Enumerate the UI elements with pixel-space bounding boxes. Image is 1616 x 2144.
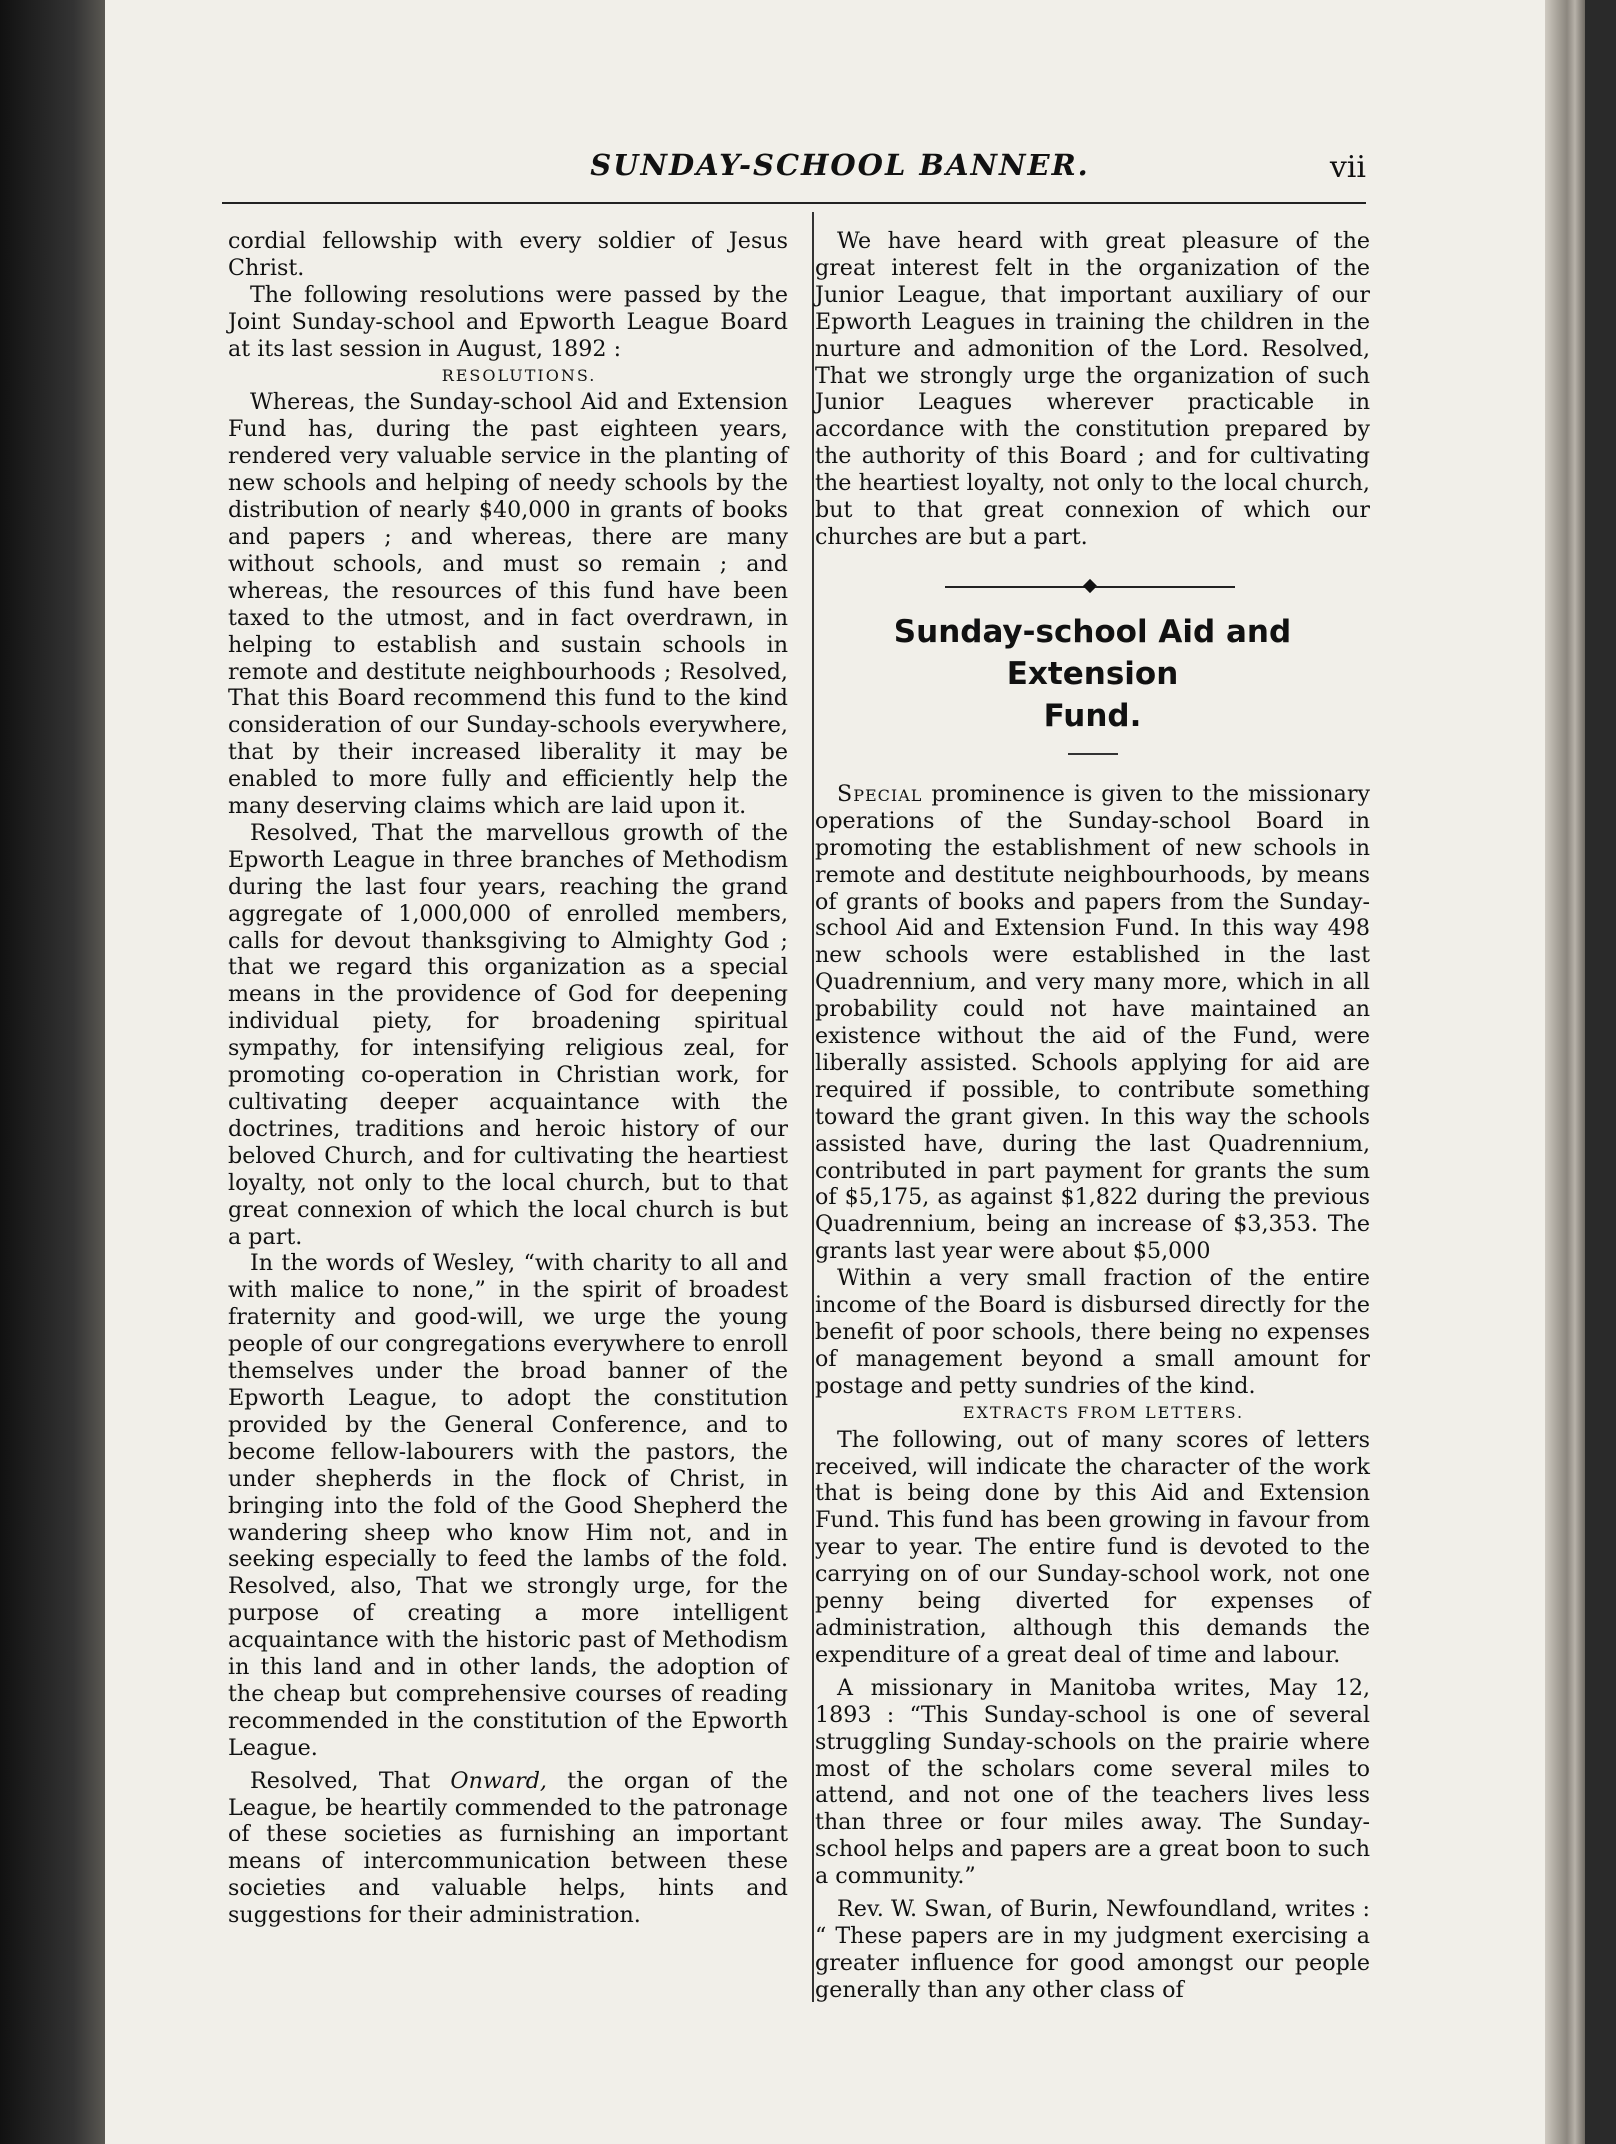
ornament-divider — [815, 573, 1370, 599]
right-column — [815, 228, 1370, 2004]
paragraph: In the words of Wesley, “with charity to all and with malice to none,” in the spirit of broadest fraternity and good-will, we urge the young people of our congregations everywhere to enroll themselves under the broad banner of the Epworth League, to adopt the constitution provided by the General Conference, and to become fellow-labourers with the pastors, the under shepherds in the flock of Christ, in bringing into the fold of the Good Shepherd the wandering sheep who know Him not, and in seeking especially to feed the lambs of the fold. Resolved, also, That we strongly urge, for the purpose of creating a more intelligent acquaintance with the historic past of Methodism in this land and in other lands, the adoption of the cheap but comprehensive courses of reading recommended in the constitution of the Epworth League. — [228, 1250, 788, 1761]
paragraph — [228, 1768, 788, 1929]
paragraph: We have heard with great pleasure of the great interest felt in the organization of the Junior League, that important auxiliary of our Epworth Leagues in training the children in the nurture and admonition of the Lord. Resolved, That we strongly urge the organization of such Junior Leagues wherever practicable in accordance with the constitution prepared by the authority of this Board ; and for cultivating the heartiest loyalty, not only to the local church, but to that great connexion of which our churches are but a part. — [815, 228, 1370, 550]
page-number: vii — [1329, 150, 1366, 185]
paragraph: Resolved, That the marvellous growth of the Epworth League in three branches of Methodism during the last four years, reaching the grand aggregate of 1,000,000 of enrolled members, calls for devout thanksgiving to Almighty God ; that we regard this organization as a special means in the providence of God for deepening individual piety, for broadening spiritual sympathy, for intensifying religious zeal, for promoting co-operation in Christian work, for cultivating deeper acquaintance with the doctrines, traditions and heroic history of our beloved Church, and for cultivating the heartiest loyalty, not only to the local church, but to that great connexion of which the local church is but a part. — [228, 819, 788, 1250]
text-run: prominence is given to the missionary operations of the Sunday-school Board in promoting the establishment of new schools in remote and destitute neighbourhoods, by means of grants of books and papers from the Sunday-school Aid and Extension Fund. In this way 498 new schools were established in the last Quadrennium, and very many more, which in all probability could not have maintained an existence without the aid of the Fund, were liberally assisted. Schools applying for aid are required if possible, to contribute something toward the grant given. In this way the schools assisted have, during the last Quadrennium, contributed in part payment for grants the sum of $5,175, as against $1,822 during the previous Quadrennium, being an increase of $3,353. The grants last year were about $5,000 — [815, 780, 1370, 1265]
paragraph — [815, 781, 1370, 1265]
book-spine-shadow — [0, 0, 105, 2144]
left-column — [228, 228, 788, 1929]
page-edges — [1545, 0, 1585, 2144]
text-run: Resolved, That — [250, 1767, 451, 1794]
running-header — [560, 148, 1366, 200]
section-title — [815, 611, 1370, 737]
paragraph: Whereas, the Sunday-school Aid and Extension Fund has, during the past eighteen years, rendered very valuable service in the planting of new schools and helping of needy schools by the distribution of nearly $40,000 in grants of books and papers ; and whereas, there are many without schools, and must so remain ; and whereas, the resources of this fund have been taxed to the utmost, and in fact overdrawn, in helping to establish and sustain schools in remote and destitute neighbourhoods ; Resolved, That this Board recommend this fund to the kind consideration of our Sunday-schools everywhere, that by their increased liberality it may be enabled to more fully and efficiently help the many deserving claims which are laid upon it. — [228, 389, 788, 820]
paragraph: Within a very small fraction of the entire income of the Board is disbursed directly for the benefit of poor schools, there being no expenses of management beyond a small amount for postage and petty sundries of the kind. — [815, 1265, 1370, 1399]
paragraph: cordial fellowship with every soldier of Jesus Christ. — [228, 228, 788, 281]
section-rule — [1068, 753, 1118, 755]
section-title-line-1: Sunday-school Aid and Extension — [893, 613, 1292, 692]
onward-title: Onward, — [450, 1767, 547, 1794]
column-divider — [812, 212, 814, 2002]
paragraph: A missionary in Manitoba writes, May 12, 1893 : “This Sunday-school is one of several struggling Sunday-schools on the prairie where most of the scholars come several miles to attend, and not one of the teachers lives less than three or four miles away. The Sunday-school helps and papers are a great boon to such a community.” — [815, 1674, 1370, 1890]
extracts-heading: EXTRACTS FROM LETTERS. — [962, 1402, 1245, 1422]
header-rule — [222, 202, 1366, 204]
resolutions-heading: RESOLUTIONS. — [441, 365, 597, 385]
running-title: SUNDAY-SCHOOL BANNER. — [590, 148, 1090, 182]
paragraph: Rev. W. Swan, of Burin, Newfoundland, writes : “ These papers are in my judgment exercising a greater influence for good amongst our people generally than any other class of — [815, 1896, 1370, 2003]
text-run: the organ of the League, be heartily commended to the patronage of these societies as furnishing an important means of intercommunication between these societies and valuable helps, hints and suggestions for their administration. — [228, 1767, 788, 1929]
lead-word: Special — [837, 780, 923, 807]
paragraph: The following, out of many scores of letters received, will indicate the character of the work that is being done by this Aid and Extension Fund. This fund has been growing in favour from year to year. The entire fund is devoted to the carrying on of our Sunday-school work, not one penny being diverted for expenses of administration, although this demands the expenditure of a great deal of time and labour. — [815, 1426, 1370, 1668]
section-title-line-2: Fund. — [1043, 697, 1142, 734]
paragraph: The following resolutions were passed by the Joint Sunday-school and Epworth League Board at its last session in August, 1892 : — [228, 281, 788, 362]
